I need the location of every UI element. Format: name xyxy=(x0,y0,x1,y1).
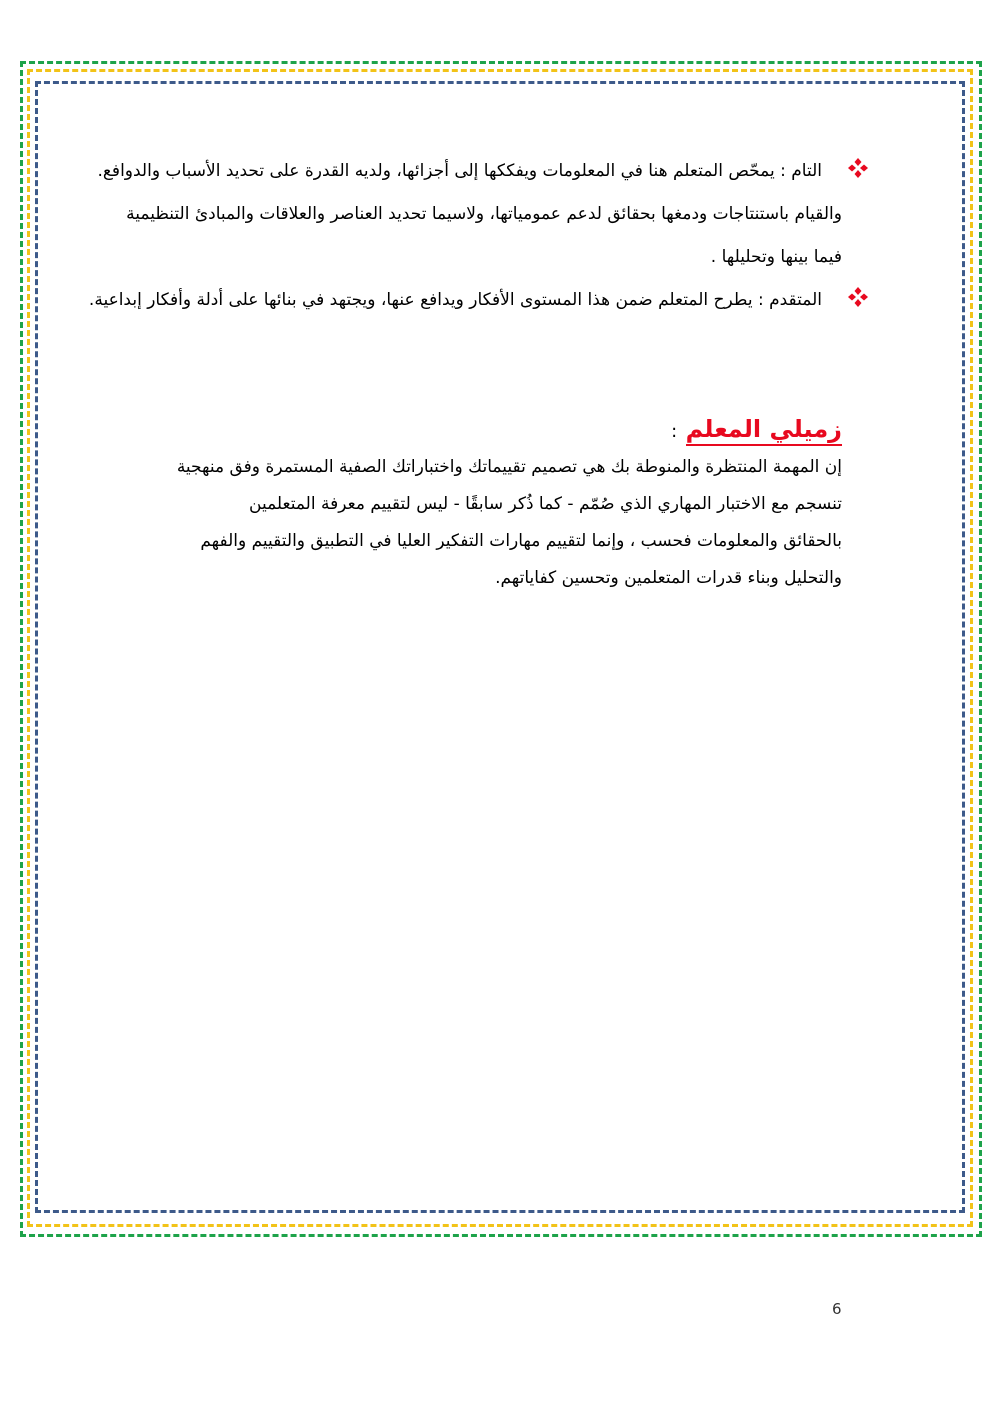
heading-colon: : xyxy=(671,421,678,442)
bullet-1-line-3: فيما بينها وتحليلها . xyxy=(710,247,842,267)
paragraph-line-2: تنسجم مع الاختبار المهاري الذي صُمّم - كما ذُكر سابقًا - ليس لتقييم معرفة المتعلمين xyxy=(249,494,842,514)
bullet-2-line-1: المتقدم : يطرح المتعلم ضمن هذا المستوى الأفكار ويدافع عنها، ويجتهد في بنائها على أدلة وأفكار إبداعية. xyxy=(88,290,822,310)
bullet-1-line-1: التام : يمحّص المتعلم هنا في المعلومات ويفككها إلى أجزائها، ولديه القدرة على تحديد الأسباب والدوافع. xyxy=(97,161,822,181)
section-heading xyxy=(671,412,842,449)
paragraph-line-1: إن المهمة المنتظرة والمنوطة بك هي تصميم تقييماتك واختباراتك الصفية المستمرة وفق منهجية xyxy=(176,457,842,477)
diamond-bullet-icon xyxy=(847,286,869,308)
diamond-bullet-icon xyxy=(847,157,869,179)
heading-title: زميلي المعلم xyxy=(686,415,842,446)
paragraph-line-3: بالحقائق والمعلومات فحسب ، وإنما لتقييم مهارات التفكير العليا في التطبيق والتقييم والفهم xyxy=(200,531,842,551)
bullet-1-line-2: والقيام باستنتاجات ودمغها بحقائق لدعم عمومياتها، ولاسيما تحديد العناصر والعلاقات والمبادئ التنظيمية xyxy=(126,204,842,224)
paragraph-line-4: والتحليل وبناء قدرات المتعلمين وتحسين كفاياتهم. xyxy=(495,568,842,588)
page-number: 6 xyxy=(832,1300,842,1318)
